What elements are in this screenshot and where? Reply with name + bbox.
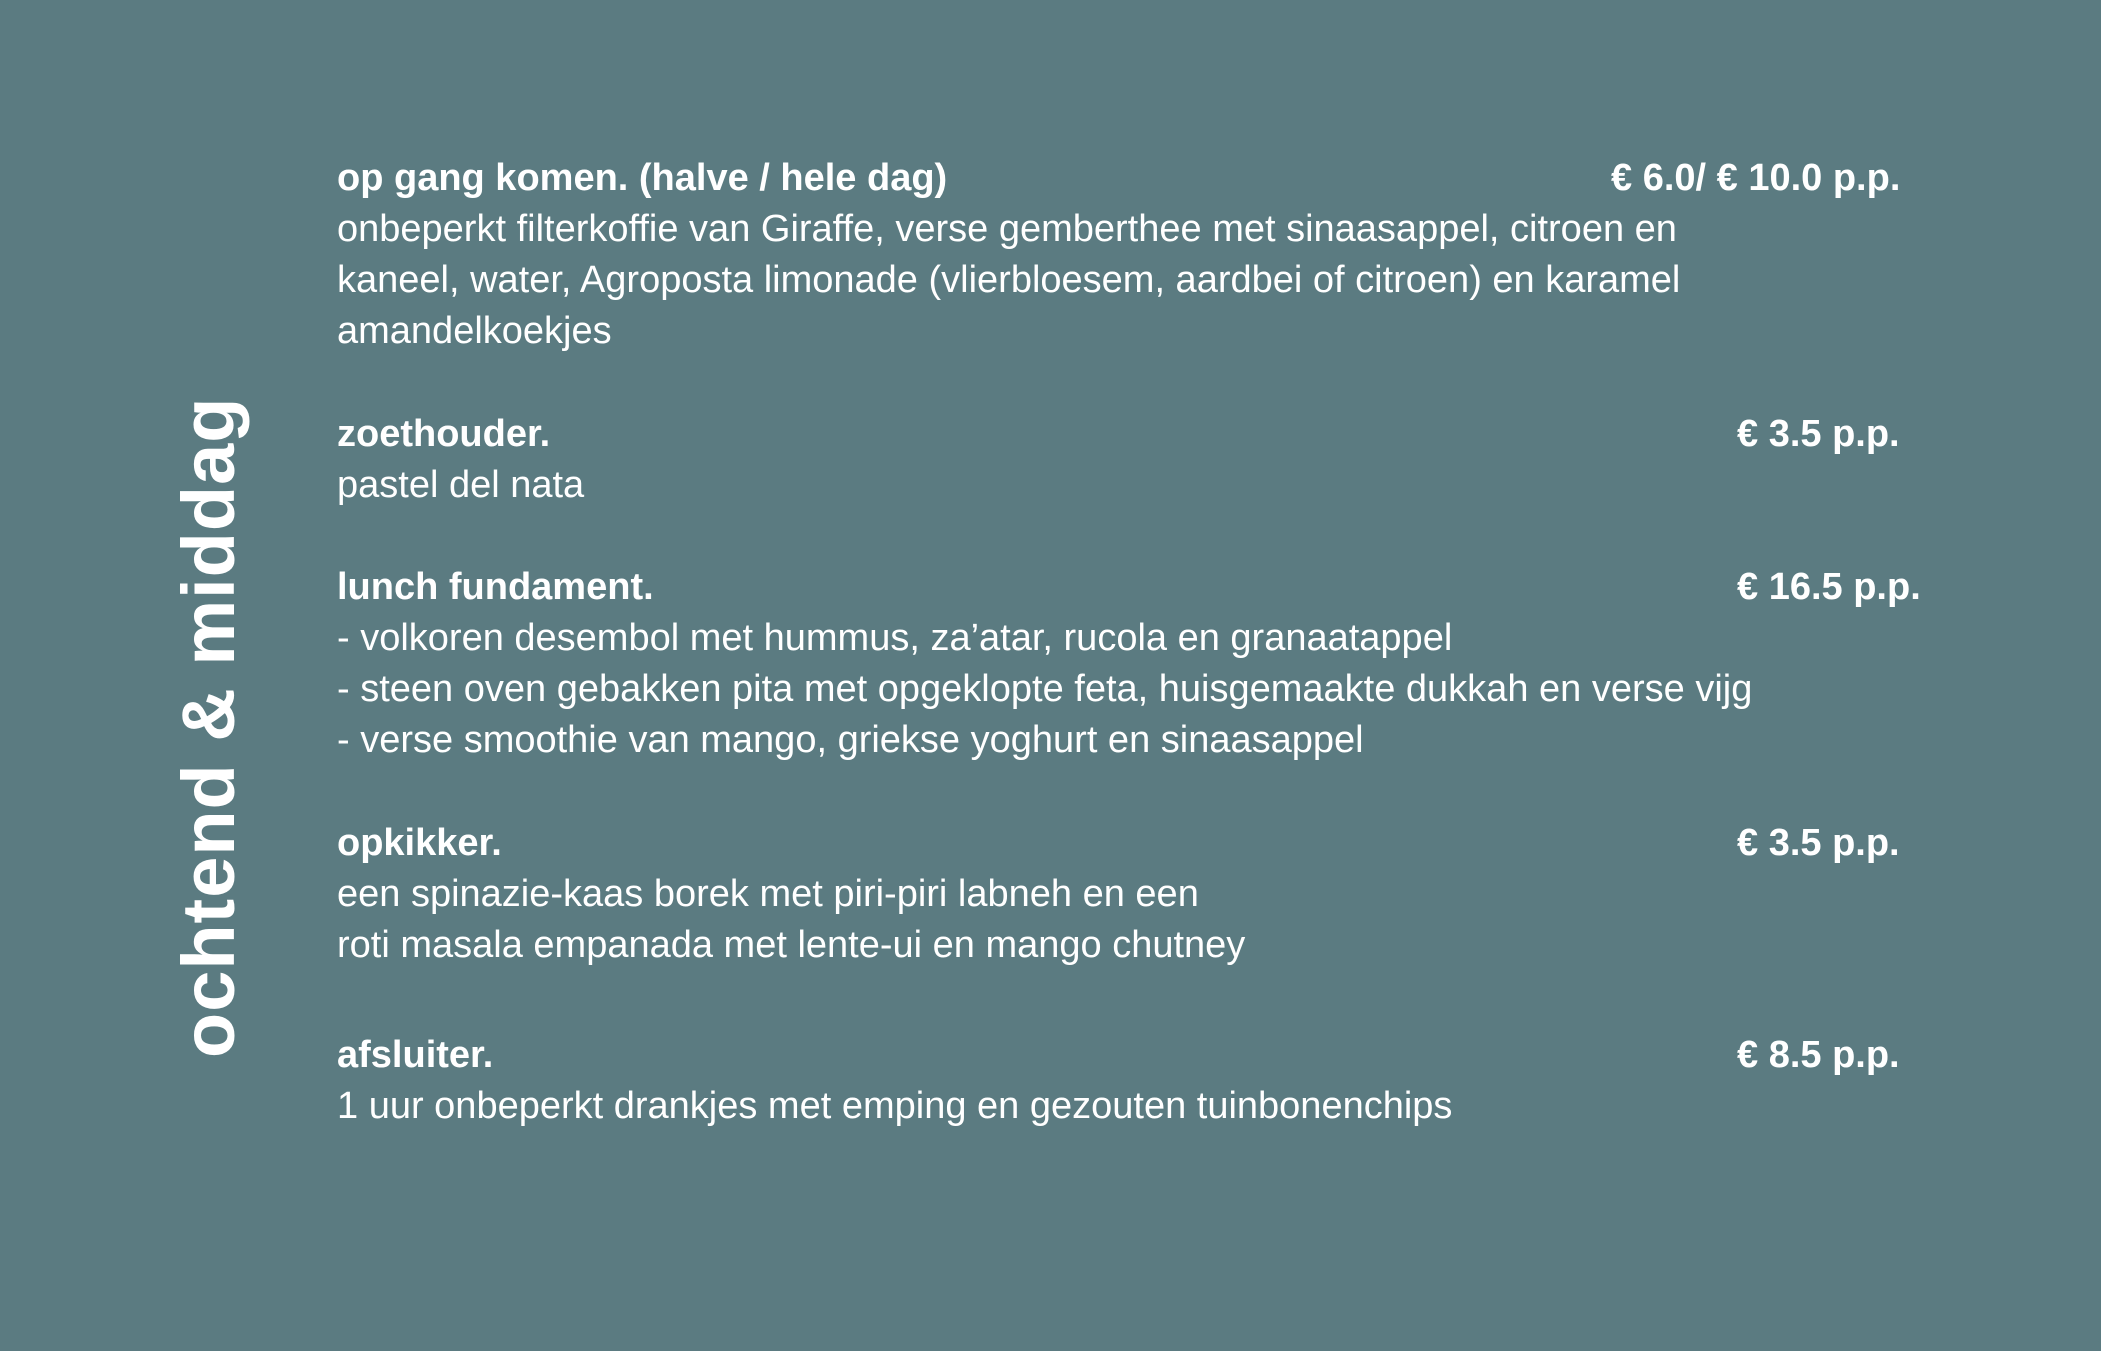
menu-item-price: € 3.5 p.p. (1737, 413, 1900, 455)
section-title: ochtend & middag (167, 396, 250, 1058)
menu-item-price: € 8.5 p.p. (1737, 1034, 1900, 1076)
description-line: onbeperkt filterkoffie van Giraffe, verse gemberthee met sinaasappel, citroen en (337, 208, 1677, 250)
description-line: roti masala empanada met lente-ui en mango chutney (337, 924, 1246, 966)
description-line: amandelkoekjes (337, 310, 612, 352)
description-line: - volkoren desembol met hummus, za’atar, rucola en granaatappel (337, 617, 1453, 659)
menu-item-price: € 6.0/ € 10.0 p.p. (1611, 157, 1901, 199)
description-line: kaneel, water, Agroposta limonade (vlierbloesem, aardbei of citroen) en karamel (337, 259, 1681, 301)
menu-item-name: lunch fundament. (337, 566, 654, 608)
menu-item-description (337, 869, 1977, 971)
description-line: - steen oven gebakken pita met opgeklopte feta, huisgemaakte dukkah en verse vijg (337, 668, 1753, 710)
menu-item-zoethouder (337, 409, 1977, 511)
menu-item-name: afsluiter. (337, 1034, 494, 1076)
menu-item-name: zoethouder. (337, 413, 551, 455)
menu-item-afsluiter (337, 1030, 1977, 1132)
menu-item-description (337, 613, 1977, 766)
menu-item-price: € 16.5 p.p. (1737, 566, 1921, 608)
menu-item-op-gang-komen (337, 153, 1977, 357)
menu-item-name: opkikker. (337, 822, 502, 864)
menu-item-description (337, 1081, 1977, 1132)
menu-item-description (337, 460, 1977, 511)
description-line: - verse smoothie van mango, griekse yoghurt en sinaasappel (337, 719, 1364, 761)
menu-item-opkikker (337, 818, 1977, 971)
menu-item-name: op gang komen. (halve / hele dag) (337, 157, 948, 199)
menu-item-description (337, 204, 1977, 357)
description-line: 1 uur onbeperkt drankjes met emping en gezouten tuinbonenchips (337, 1085, 1453, 1127)
description-line: pastel del nata (337, 464, 585, 506)
description-line: een spinazie-kaas borek met piri-piri labneh en een (337, 873, 1199, 915)
menu-item-price: € 3.5 p.p. (1737, 822, 1900, 864)
menu-item-lunch-fundament (337, 562, 1977, 766)
